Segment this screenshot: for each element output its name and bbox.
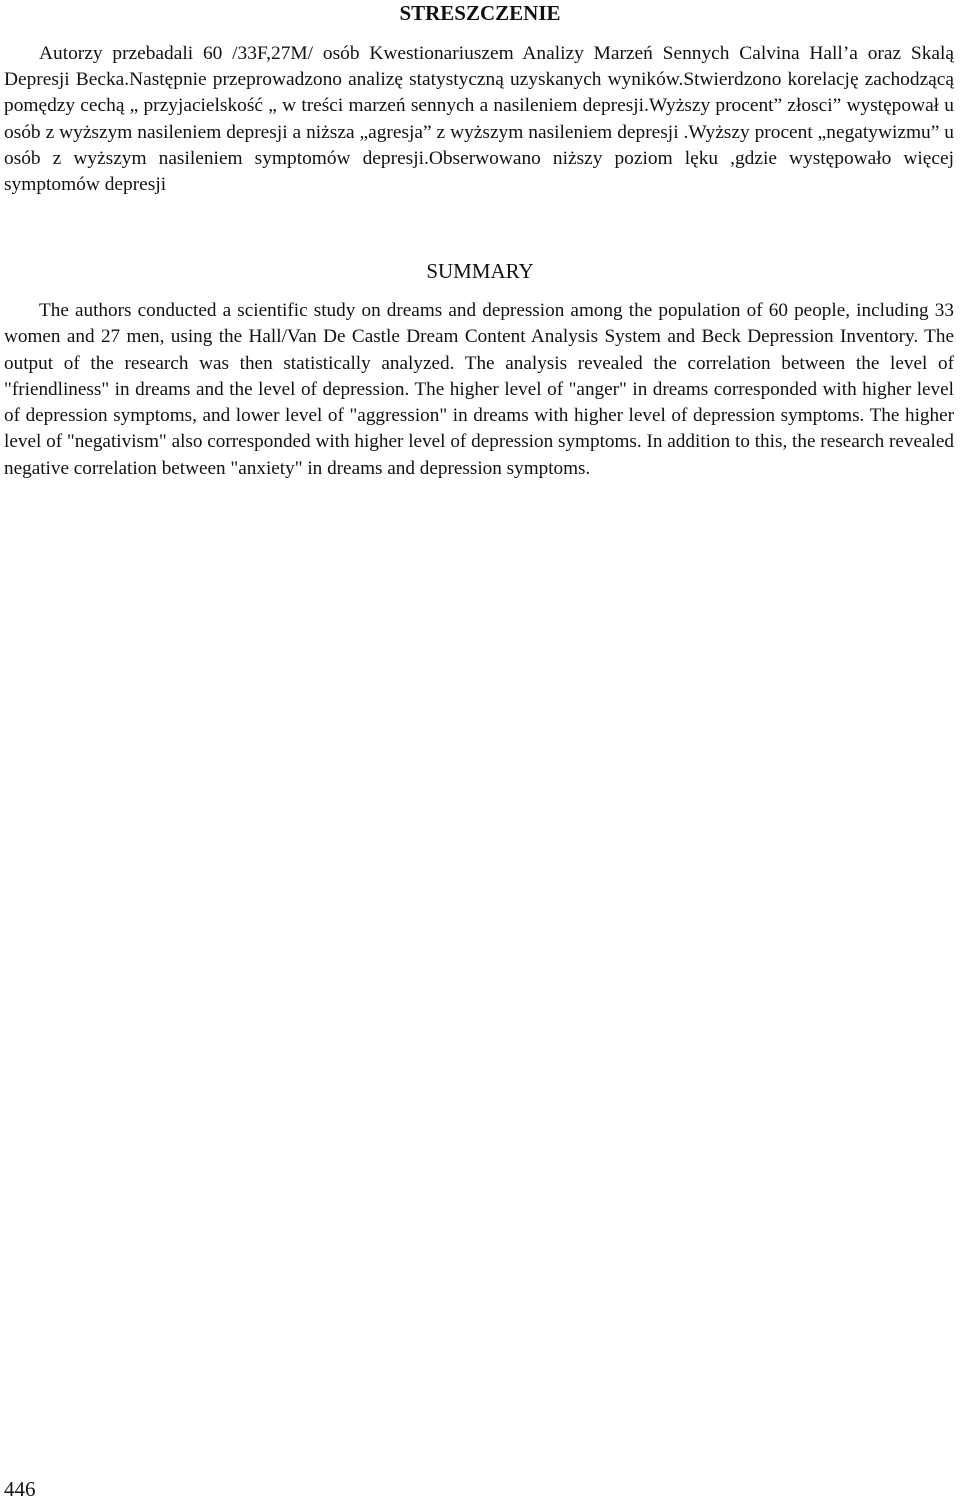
page-number: 446 (4, 1477, 36, 1501)
streszczenie-paragraph: Autorzy przebadali 60 /33F,27M/ osób Kwestionariuszem Analizy Marzeń Sennych Calvina Hall’a oraz Skalą Depresji Becka.Następnie przeprowadzono analizę statystyczną uzyskanych wyników.Stwierdzono korelację zachodzącą pomędzy cechą „ przyjacielskość „ w treści marzeń sennych a nasileniem depresji.Wyższy procent” złosci” występował u osób z wyższym nasileniem depresji a niższa „agresja” z wyższym nasileniem depresji .Wyższy procent „negatywizmu” u osób z wyższym nasileniem symptomów depresji.Obserwowano niższy poziom lęku ,gdzie występowało więcej symptomów depresji (4, 43, 954, 196)
summary-paragraph: The authors conducted a scientific study on dreams and depression among the population of 60 people, including 33 women and 27 men, using the Hall/Van De Castle Dream Content Analysis System and Beck Depression Inventory. The output of the research was then statistically analyzed. The analysis revealed the correlation between the level of "friendliness" in dreams and the level of depression. The higher level of "anger" in dreams corresponded with higher level of depression symptoms, and lower level of "aggression" in dreams with higher level of depression symptoms. The higher level of "negativism" also corresponded with higher level of depression symptoms. In addition to this, the research revealed negative correlation between "anxiety" in dreams and depression symptoms. (4, 300, 954, 479)
streszczenie-heading: STRESZCZENIE (399, 1, 561, 25)
summary-heading: SUMMARY (426, 259, 534, 283)
